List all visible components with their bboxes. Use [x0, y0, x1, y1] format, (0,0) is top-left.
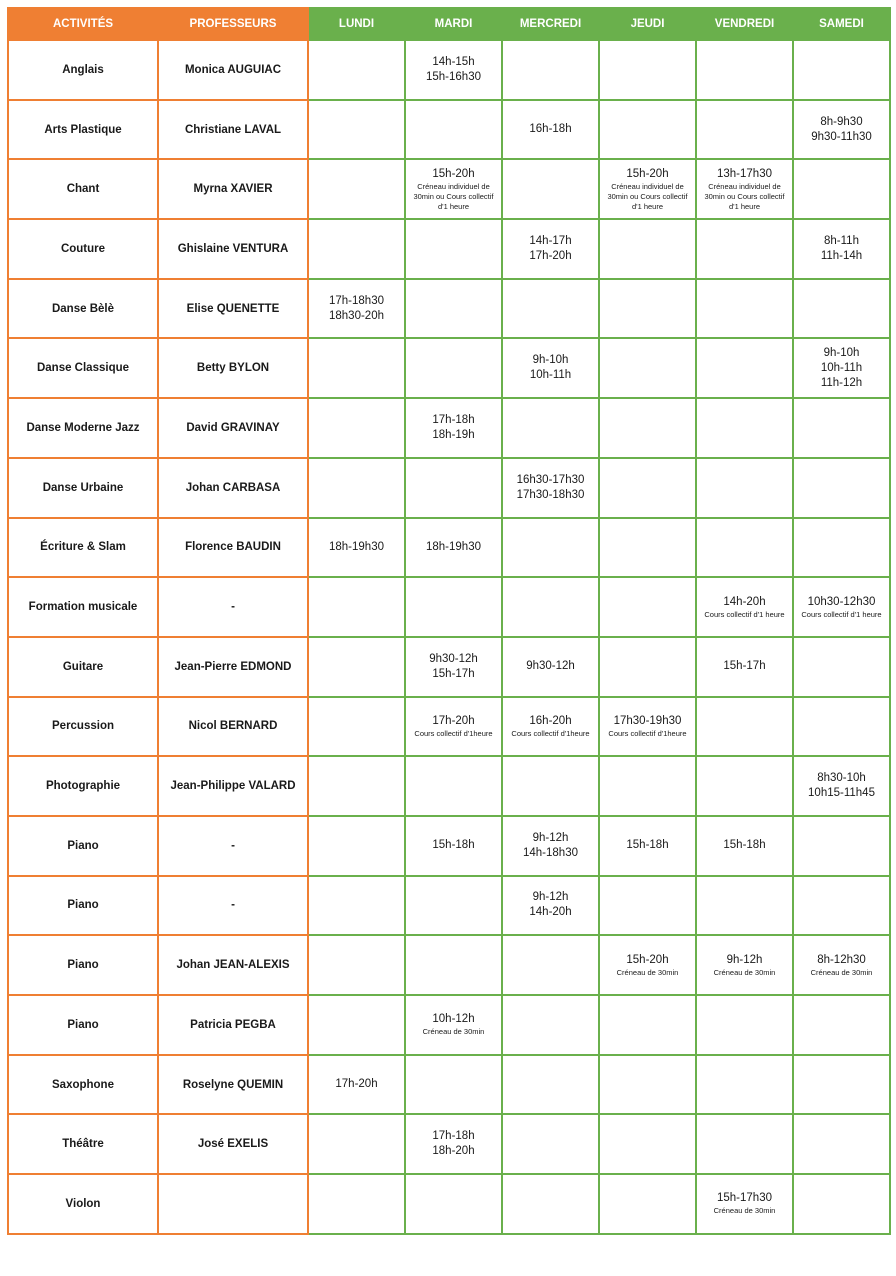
- schedule-cell-thursday: [599, 1055, 696, 1115]
- schedule-cell-thursday: [599, 338, 696, 398]
- header-day-saturday: SAMEDI: [793, 8, 890, 40]
- table-row: [8, 279, 890, 339]
- schedule-cell-tuesday: [405, 995, 502, 1055]
- slot-note: Créneau de 30min: [713, 1206, 776, 1216]
- teacher-cell: [158, 1174, 308, 1234]
- time-slot: 9h-12h 14h-18h30: [523, 831, 578, 859]
- activity-cell: Piano: [8, 995, 158, 1055]
- schedule-cell-monday: [308, 876, 405, 936]
- teacher-cell: David GRAVINAY: [158, 398, 308, 458]
- slot-note: Créneau individuel de 30min ou Cours collectif d'1 heure: [607, 181, 688, 211]
- schedule-cell-thursday: [599, 518, 696, 578]
- schedule-cell-saturday: [793, 995, 890, 1055]
- schedule-cell-wednesday: [502, 637, 599, 697]
- header-day-tuesday: MARDI: [405, 8, 502, 40]
- schedule-cell-thursday: [599, 816, 696, 876]
- time-slot: 16h-20h: [529, 714, 572, 727]
- time-slot: 17h-18h 18h-20h: [432, 1130, 475, 1158]
- schedule-cell-monday: [308, 577, 405, 637]
- teacher-cell: Nicol BERNARD: [158, 697, 308, 757]
- teacher-cell: Monica AUGUIAC: [158, 40, 308, 100]
- schedule-cell-tuesday: [405, 697, 502, 757]
- activity-cell: Danse Classique: [8, 338, 158, 398]
- slot-note: Créneau de 30min: [810, 967, 873, 977]
- table-row: [8, 995, 890, 1055]
- schedule-cell-monday: [308, 756, 405, 816]
- schedule-table: [7, 7, 891, 1235]
- teacher-cell: Myrna XAVIER: [158, 159, 308, 219]
- schedule-cell-friday: [696, 816, 793, 876]
- schedule-cell-thursday: [599, 935, 696, 995]
- activity-cell: Violon: [8, 1174, 158, 1234]
- time-slot: 8h-9h30 9h30-11h30: [811, 115, 872, 143]
- schedule-cell-saturday: [793, 816, 890, 876]
- activity-cell: Saxophone: [8, 1055, 158, 1115]
- table-row: [8, 756, 890, 816]
- schedule-cell-friday: [696, 1174, 793, 1234]
- schedule-cell-tuesday: [405, 159, 502, 219]
- table-row: [8, 637, 890, 697]
- schedule-cell-thursday: [599, 398, 696, 458]
- schedule-body: [8, 40, 890, 1234]
- schedule-cell-wednesday: [502, 756, 599, 816]
- schedule-cell-saturday: [793, 279, 890, 339]
- schedule-cell-tuesday: [405, 816, 502, 876]
- schedule-cell-tuesday: [405, 1114, 502, 1174]
- activity-cell: Piano: [8, 935, 158, 995]
- schedule-cell-tuesday: [405, 935, 502, 995]
- schedule-cell-friday: [696, 159, 793, 219]
- schedule-cell-saturday: [793, 159, 890, 219]
- activity-cell: Danse Moderne Jazz: [8, 398, 158, 458]
- schedule-cell-friday: [696, 398, 793, 458]
- time-slot: 8h-12h30: [817, 953, 866, 966]
- schedule-cell-tuesday: [405, 279, 502, 339]
- time-slot: 9h30-12h: [526, 660, 575, 673]
- schedule-cell-thursday: [599, 637, 696, 697]
- teacher-cell: Betty BYLON: [158, 338, 308, 398]
- header-day-thursday: JEUDI: [599, 8, 696, 40]
- time-slot: 14h-15h 15h-16h30: [426, 55, 481, 83]
- teacher-cell: Patricia PEGBA: [158, 995, 308, 1055]
- schedule-cell-monday: [308, 816, 405, 876]
- teacher-cell: Johan JEAN-ALEXIS: [158, 935, 308, 995]
- time-slot: 17h-20h: [432, 714, 475, 727]
- time-slot: 9h-10h 10h-11h 11h-12h: [820, 346, 863, 389]
- schedule-cell-tuesday: [405, 876, 502, 936]
- schedule-cell-wednesday: [502, 995, 599, 1055]
- time-slot: 17h-18h 18h-19h: [432, 413, 475, 441]
- schedule-cell-wednesday: [502, 876, 599, 936]
- activity-cell: Guitare: [8, 637, 158, 697]
- schedule-cell-tuesday: [405, 100, 502, 160]
- slot-note: Cours collectif d'1heure: [414, 728, 493, 738]
- schedule-cell-tuesday: [405, 637, 502, 697]
- header-day-friday: VENDREDI: [696, 8, 793, 40]
- time-slot: 15h-20h: [626, 167, 669, 180]
- schedule-cell-tuesday: [405, 40, 502, 100]
- activity-cell: Arts Plastique: [8, 100, 158, 160]
- time-slot: 9h-12h: [726, 953, 763, 966]
- schedule-cell-saturday: [793, 935, 890, 995]
- teacher-cell: -: [158, 816, 308, 876]
- schedule-cell-friday: [696, 756, 793, 816]
- header-day-monday: LUNDI: [308, 8, 405, 40]
- time-slot: 10h-12h: [432, 1013, 475, 1026]
- time-slot: 18h-19h30: [426, 540, 481, 553]
- schedule-cell-friday: [696, 219, 793, 279]
- time-slot: 15h-18h: [432, 839, 475, 852]
- time-slot: 9h30-12h 15h-17h: [429, 652, 478, 680]
- schedule-cell-wednesday: [502, 577, 599, 637]
- schedule-cell-thursday: [599, 219, 696, 279]
- schedule-cell-tuesday: [405, 577, 502, 637]
- schedule-cell-tuesday: [405, 756, 502, 816]
- time-slot: 17h-20h: [335, 1078, 378, 1091]
- schedule-cell-saturday: [793, 219, 890, 279]
- table-row: [8, 398, 890, 458]
- schedule-cell-wednesday: [502, 1114, 599, 1174]
- slot-note: Créneau individuel de 30min ou Cours collectif d'1 heure: [413, 181, 494, 211]
- activity-cell: Formation musicale: [8, 577, 158, 637]
- time-slot: 17h-18h30 18h30-20h: [329, 294, 384, 322]
- table-row: [8, 100, 890, 160]
- schedule-cell-saturday: [793, 1174, 890, 1234]
- schedule-cell-monday: [308, 697, 405, 757]
- schedule-cell-monday: [308, 1055, 405, 1115]
- time-slot: 9h-12h 14h-20h: [529, 891, 572, 919]
- time-slot: 15h-17h30: [717, 1192, 772, 1205]
- table-row: [8, 1174, 890, 1234]
- activity-cell: Photographie: [8, 756, 158, 816]
- teacher-cell: José EXELIS: [158, 1114, 308, 1174]
- schedule-cell-friday: [696, 338, 793, 398]
- schedule-cell-friday: [696, 40, 793, 100]
- activity-cell: Théâtre: [8, 1114, 158, 1174]
- schedule-cell-thursday: [599, 756, 696, 816]
- table-row: [8, 159, 890, 219]
- schedule-cell-saturday: [793, 100, 890, 160]
- schedule-cell-saturday: [793, 637, 890, 697]
- activity-cell: Écriture & Slam: [8, 518, 158, 578]
- schedule-cell-friday: [696, 697, 793, 757]
- time-slot: 8h-11h 11h-14h: [820, 234, 863, 262]
- schedule-cell-monday: [308, 1174, 405, 1234]
- schedule-cell-monday: [308, 518, 405, 578]
- schedule-cell-wednesday: [502, 338, 599, 398]
- schedule-cell-saturday: [793, 876, 890, 936]
- schedule-cell-thursday: [599, 100, 696, 160]
- slot-note: Créneau de 30min: [616, 967, 679, 977]
- time-slot: 16h-18h: [529, 123, 572, 136]
- time-slot: 15h-20h: [626, 953, 669, 966]
- schedule-cell-saturday: [793, 697, 890, 757]
- schedule-cell-tuesday: [405, 458, 502, 518]
- teacher-cell: -: [158, 876, 308, 936]
- table-row: [8, 40, 890, 100]
- time-slot: 15h-17h: [723, 660, 766, 673]
- schedule-cell-tuesday: [405, 338, 502, 398]
- time-slot: 14h-17h 17h-20h: [529, 234, 572, 262]
- header-activity: ACTIVITÉS: [8, 8, 158, 40]
- slot-note: Cours collectif d'1heure: [511, 728, 590, 738]
- schedule-cell-saturday: [793, 577, 890, 637]
- time-slot: 9h-10h 10h-11h: [529, 354, 572, 382]
- table-row: [8, 518, 890, 578]
- schedule-cell-wednesday: [502, 40, 599, 100]
- header-day-wednesday: MERCREDI: [502, 8, 599, 40]
- schedule-cell-friday: [696, 876, 793, 936]
- table-row: [8, 1114, 890, 1174]
- schedule-cell-monday: [308, 637, 405, 697]
- schedule-cell-wednesday: [502, 279, 599, 339]
- schedule-cell-wednesday: [502, 816, 599, 876]
- schedule-cell-monday: [308, 159, 405, 219]
- table-row: [8, 458, 890, 518]
- schedule-cell-saturday: [793, 338, 890, 398]
- slot-note: Créneau de 30min: [713, 967, 776, 977]
- schedule-cell-friday: [696, 637, 793, 697]
- activity-cell: Anglais: [8, 40, 158, 100]
- schedule-cell-friday: [696, 458, 793, 518]
- schedule-cell-tuesday: [405, 398, 502, 458]
- schedule-cell-monday: [308, 935, 405, 995]
- schedule-cell-monday: [308, 458, 405, 518]
- activity-cell: Danse Urbaine: [8, 458, 158, 518]
- schedule-cell-monday: [308, 398, 405, 458]
- schedule-cell-thursday: [599, 40, 696, 100]
- schedule-cell-saturday: [793, 458, 890, 518]
- schedule-cell-wednesday: [502, 518, 599, 578]
- table-row: [8, 338, 890, 398]
- time-slot: 10h30-12h30: [807, 595, 876, 608]
- schedule-cell-friday: [696, 100, 793, 160]
- table-row: [8, 935, 890, 995]
- schedule-cell-wednesday: [502, 100, 599, 160]
- schedule-cell-monday: [308, 995, 405, 1055]
- teacher-cell: Jean-Pierre EDMOND: [158, 637, 308, 697]
- slot-note: Cours collectif d'1heure: [608, 728, 687, 738]
- teacher-cell: -: [158, 577, 308, 637]
- time-slot: 13h-17h30: [717, 167, 772, 180]
- schedule-cell-monday: [308, 1114, 405, 1174]
- activity-cell: Couture: [8, 219, 158, 279]
- time-slot: 8h30-10h 10h15-11h45: [808, 772, 875, 800]
- schedule-cell-wednesday: [502, 398, 599, 458]
- teacher-cell: Jean-Philippe VALARD: [158, 756, 308, 816]
- schedule-cell-saturday: [793, 1114, 890, 1174]
- time-slot: 17h30-19h30: [613, 714, 682, 727]
- time-slot: 18h-19h30: [329, 540, 384, 553]
- teacher-cell: Elise QUENETTE: [158, 279, 308, 339]
- schedule-cell-tuesday: [405, 1174, 502, 1234]
- table-row: [8, 1055, 890, 1115]
- schedule-cell-thursday: [599, 876, 696, 936]
- schedule-cell-thursday: [599, 577, 696, 637]
- header-row: [8, 8, 890, 40]
- activity-cell: Percussion: [8, 697, 158, 757]
- time-slot: 14h-20h: [723, 595, 766, 608]
- schedule-cell-saturday: [793, 398, 890, 458]
- schedule-cell-monday: [308, 279, 405, 339]
- schedule-cell-friday: [696, 1114, 793, 1174]
- schedule-cell-wednesday: [502, 697, 599, 757]
- table-row: [8, 876, 890, 936]
- schedule-cell-wednesday: [502, 935, 599, 995]
- header-teacher: PROFESSEURS: [158, 8, 308, 40]
- table-row: [8, 697, 890, 757]
- teacher-cell: Florence BAUDIN: [158, 518, 308, 578]
- slot-note: Cours collectif d'1 heure: [704, 609, 785, 619]
- teacher-cell: Johan CARBASA: [158, 458, 308, 518]
- time-slot: 15h-18h: [626, 839, 669, 852]
- schedule-cell-wednesday: [502, 159, 599, 219]
- schedule-cell-saturday: [793, 518, 890, 578]
- schedule-cell-friday: [696, 935, 793, 995]
- schedule-cell-friday: [696, 518, 793, 578]
- schedule-cell-friday: [696, 577, 793, 637]
- schedule-cell-friday: [696, 1055, 793, 1115]
- table-row: [8, 577, 890, 637]
- schedule-cell-monday: [308, 40, 405, 100]
- schedule-cell-thursday: [599, 995, 696, 1055]
- slot-note: Créneau de 30min: [422, 1027, 485, 1037]
- schedule-cell-tuesday: [405, 1055, 502, 1115]
- teacher-cell: Ghislaine VENTURA: [158, 219, 308, 279]
- slot-note: Cours collectif d'1 heure: [801, 609, 882, 619]
- schedule-cell-monday: [308, 338, 405, 398]
- schedule-cell-wednesday: [502, 1174, 599, 1234]
- schedule-cell-saturday: [793, 40, 890, 100]
- activity-cell: Chant: [8, 159, 158, 219]
- activity-cell: Piano: [8, 876, 158, 936]
- schedule-cell-friday: [696, 995, 793, 1055]
- schedule-cell-tuesday: [405, 518, 502, 578]
- schedule-cell-thursday: [599, 1114, 696, 1174]
- activity-cell: Danse Bèlè: [8, 279, 158, 339]
- schedule-cell-thursday: [599, 1174, 696, 1234]
- schedule-cell-monday: [308, 219, 405, 279]
- teacher-cell: Christiane LAVAL: [158, 100, 308, 160]
- time-slot: 15h-20h: [432, 167, 475, 180]
- schedule-cell-wednesday: [502, 458, 599, 518]
- schedule-cell-friday: [696, 279, 793, 339]
- schedule-cell-thursday: [599, 279, 696, 339]
- schedule-cell-thursday: [599, 458, 696, 518]
- schedule-cell-wednesday: [502, 219, 599, 279]
- time-slot: 16h30-17h30 17h30-18h30: [516, 473, 585, 501]
- activity-cell: Piano: [8, 816, 158, 876]
- schedule-cell-saturday: [793, 756, 890, 816]
- schedule-cell-thursday: [599, 159, 696, 219]
- teacher-cell: Roselyne QUEMIN: [158, 1055, 308, 1115]
- schedule-cell-monday: [308, 100, 405, 160]
- table-row: [8, 816, 890, 876]
- schedule-cell-tuesday: [405, 219, 502, 279]
- schedule-cell-wednesday: [502, 1055, 599, 1115]
- time-slot: 15h-18h: [723, 839, 766, 852]
- schedule-cell-saturday: [793, 1055, 890, 1115]
- slot-note: Créneau individuel de 30min ou Cours collectif d'1 heure: [704, 181, 785, 211]
- table-row: [8, 219, 890, 279]
- schedule-cell-thursday: [599, 697, 696, 757]
